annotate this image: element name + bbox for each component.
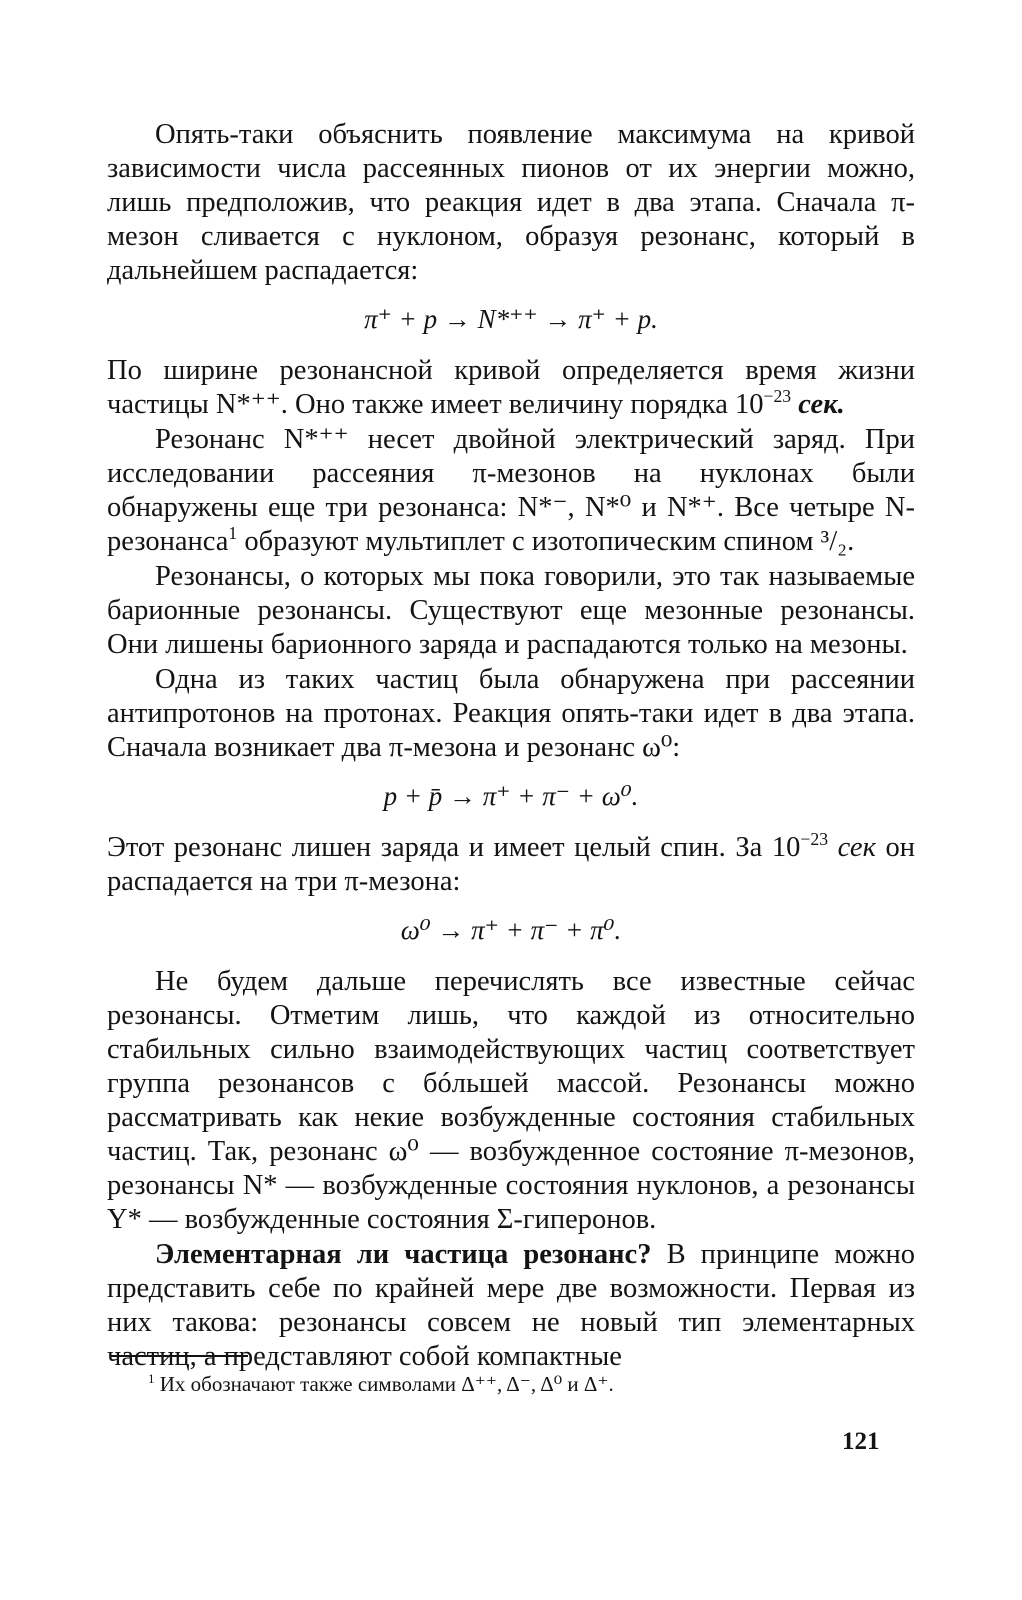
paragraph-6-unit: сек bbox=[837, 832, 876, 863]
paragraph-3-text-a: Резонанс N*⁺⁺ несет двойной электрический заряд. При исследовании рассеяния π-мезонов на нуклонах были обнаружены еще три резонанса: N*⁻, N*⁰ и N*⁺. Все четыре N-резонанса bbox=[107, 424, 915, 557]
paragraph-3 bbox=[107, 423, 915, 559]
formula-1: π⁺ + p → N*⁺⁺ → π⁺ + p. bbox=[364, 304, 658, 334]
paragraph-6-exponent: −23 bbox=[800, 829, 829, 850]
footnote-marker: 1 bbox=[228, 523, 238, 544]
paragraph-6-text-a: Этот резонанс лишен заряда и имеет целый спин. За 10 bbox=[107, 832, 801, 863]
page-body bbox=[107, 118, 915, 1375]
footnote-number: 1 bbox=[148, 1370, 155, 1386]
formula-2: p + p̄ → π⁺ + π⁻ + ω⁰. bbox=[383, 781, 639, 811]
paragraph-4: Резонансы, о которых мы пока говорили, это так называемые барионные резонансы. Существуют еще мезонные резонансы. Они лишены барионного заряда и распадаются только на мезоны. bbox=[107, 561, 915, 660]
paragraph-6 bbox=[107, 831, 915, 899]
paragraph-3-text-b: образуют мультиплет с изотопическим спином ³/₂. bbox=[237, 526, 855, 557]
paragraph-2-exponent: −23 bbox=[763, 386, 792, 407]
formula-3: ω⁰ → π⁺ + π⁻ + π⁰. bbox=[400, 915, 622, 945]
section-run-in-heading: Элементарная ли частица резонанс? bbox=[155, 1239, 652, 1270]
paragraph-5: Одна из таких частиц была обнаружена при рассеянии антипротонов на протонах. Реакция опять-таки идет в два этапа. Сначала возникает два π-мезона и резонанс ω⁰: bbox=[107, 664, 915, 763]
paragraph-2-text: По ширине резонансной кривой определяется время жизни частицы N*⁺⁺. Оно также имеет величину порядка 10 bbox=[107, 355, 915, 420]
paragraph-7: Не будем дальше перечислять все известные сейчас резонансы. Отметим лишь, что каждой из относительно стабильных сильно взаимодействующих частиц соответствует группа резонансов с бóльшей массой. Резонансы можно рассматривать как некие возбужденные состояния стабильных частиц. Так, резонанс ω⁰ — возбужденное состояние π-мезонов, резонансы N* — возбужденные состояния нуклонов, а резонансы Y* — возбужденные состояния Σ-гиперонов. bbox=[107, 966, 915, 1235]
paragraph-1: Опять-таки объяснить появление максимума на кривой зависимости числа рассеянных пионов от их энергии можно, лишь предположив, что реакция идет в два этапа. Сначала π-мезон сливается с нуклоном, образуя резонанс, который в дальнейшем распадается: bbox=[107, 119, 915, 286]
paragraph-6-text-b: он распадается на три π-мезона: bbox=[107, 832, 915, 897]
paragraph-2 bbox=[107, 354, 915, 422]
paragraph-2-unit: сек. bbox=[798, 389, 845, 420]
paragraph-8 bbox=[107, 1238, 915, 1374]
page-number: 121 bbox=[842, 1428, 880, 1455]
paragraph-8-text: В принципе можно представить себе по крайней мере две возможности. Первая из них такова: резонансы совсем не новый тип элементарных частиц, а представляют собой компактные bbox=[107, 1239, 915, 1372]
footnote bbox=[148, 1370, 614, 1398]
footnote-text: Их обозначают также символами Δ⁺⁺, Δ⁻, Δ⁰ и Δ⁺. bbox=[159, 1372, 614, 1396]
footnote-divider bbox=[110, 1355, 248, 1357]
